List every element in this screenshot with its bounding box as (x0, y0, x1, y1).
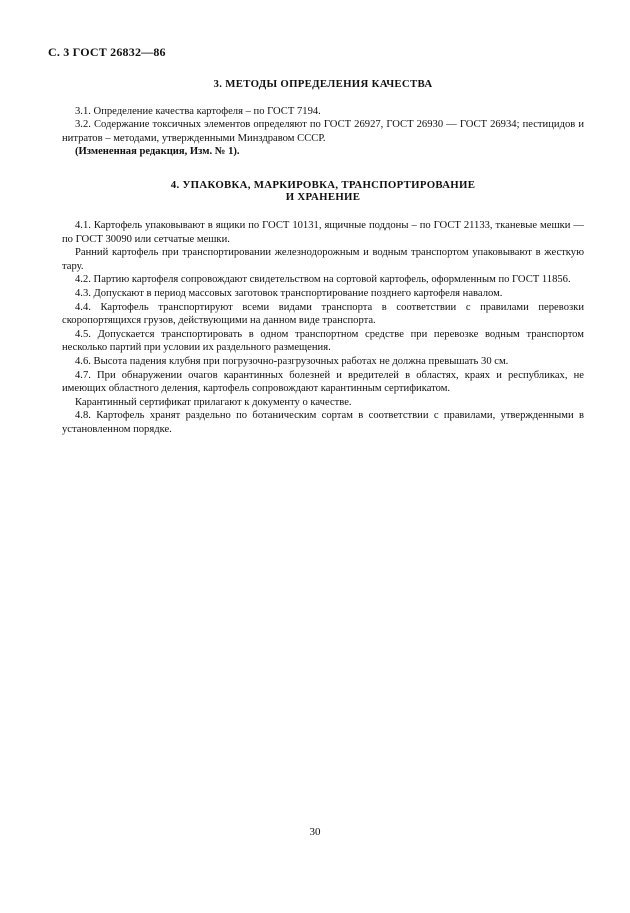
amendment-note: (Измененная редакция, Изм. № 1). (75, 146, 240, 158)
paragraph-4-7-certificate: Карантинный сертификат прилагают к документу о качестве. (75, 396, 352, 408)
paragraph-3-2: 3.2. Содержание токсичных элементов определяют по ГОСТ 26927, ГОСТ 26930 — ГОСТ 26934; пестицидов и нитратов – методами, утвержденными Минздравом СССР. (62, 119, 584, 144)
section-4-title-line1: 4. УПАКОВКА, МАРКИРОВКА, ТРАНСПОРТИРОВАНИЕ (170, 178, 476, 191)
paragraph-4-5: 4.5. Допускается транспортировать в одном транспортном средстве при перевозке водным транспортом несколько партий при условии их раздельного размещения. (62, 328, 584, 354)
paragraph-4-1: 4.1. Картофель упаковывают в ящики по ГОСТ 10131, ящичные поддоны – по ГОСТ 21133, тканевые мешки — по ГОСТ 30090 или сетчатые мешки. (62, 219, 584, 245)
paragraph-4-4: 4.4. Картофель транспортируют всеми видами транспорта в соответствии с правилами перевозки скоропортящихся грузов, действующими на данном виде транспорта. (62, 301, 584, 327)
paragraph-4-8: 4.8. Картофель хранят раздельно по ботаническим сортам в соответствии с правилами, утвержденными в установленном порядке. (62, 410, 584, 435)
paragraph-4-6: 4.6. Высота падения клубня при погрузочно-разгрузочных работах не должна превышать 30 см. (75, 355, 509, 367)
page-number: 30 (309, 826, 321, 838)
paragraph-4-3: 4.3. Допускают в период массовых заготовок транспортирование позднего картофеля навалом. (75, 287, 503, 299)
paragraph-4-1-early: Ранний картофель при транспортировании железнодорожным и водным транспортом упаковывают в жесткую тару. (62, 247, 584, 272)
section-4-title-line2: И ХРАНЕНИЕ (285, 191, 361, 204)
paragraph-4-2: 4.2. Партию картофеля сопровождают свидетельством на сортовой картофель, оформленным по ГОСТ 11856. (75, 274, 571, 286)
document-body (62, 78, 584, 436)
paragraph-3-1: 3.1. Определение качества картофеля – по ГОСТ 7194. (75, 105, 321, 117)
section-4-title (62, 179, 584, 204)
section-3-title: 3. МЕТОДЫ ОПРЕДЕЛЕНИЯ КАЧЕСТВА (213, 78, 433, 90)
paragraph-4-7: 4.7. При обнаружении очагов карантинных болезней и вредителей в областях, краях и республиках, не имеющих областного деления, картофель сопровождают карантинным сертификатом. (62, 369, 584, 395)
running-head: С. 3 ГОСТ 26832—86 (48, 45, 166, 59)
